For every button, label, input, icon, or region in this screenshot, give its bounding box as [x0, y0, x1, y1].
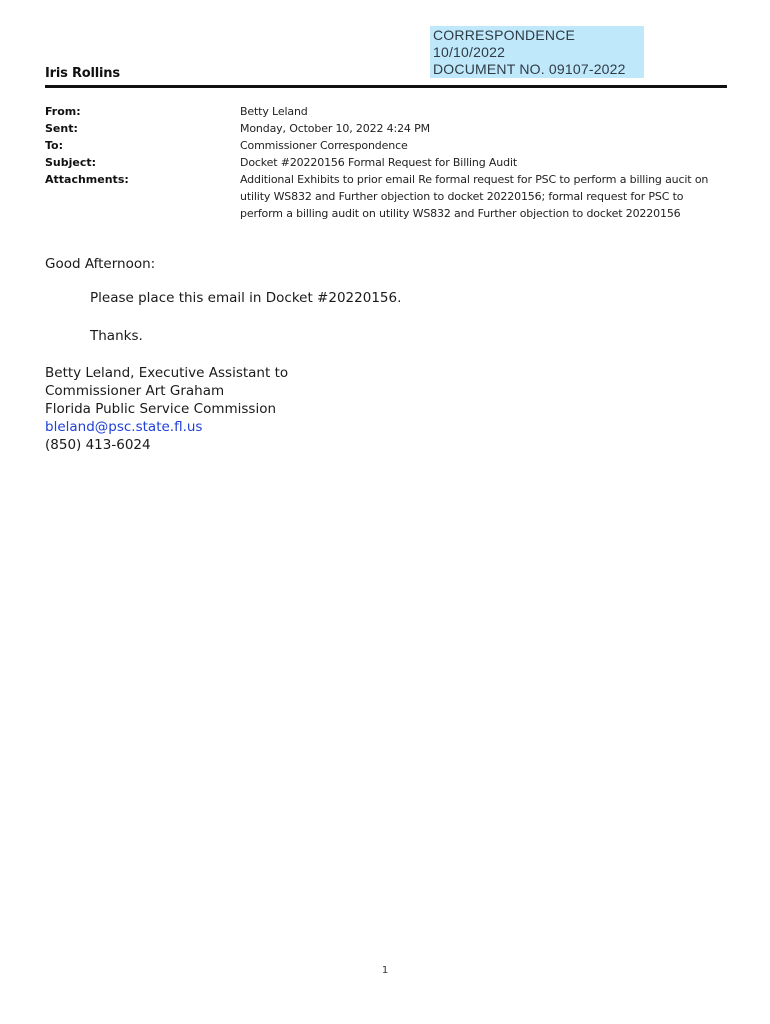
- stamp-document-number: DOCUMENT NO. 09107-2022: [433, 61, 626, 77]
- subject-value: Docket #20220156 Formal Request for Billing Audit: [240, 156, 518, 169]
- signature-commissioner: Commissioner Art Graham: [45, 383, 225, 399]
- signature-organization: Florida Public Service Commission: [45, 401, 277, 417]
- sent-value: Monday, October 10, 2022 4:24 PM: [240, 122, 430, 135]
- attachments-label: Attachments:: [45, 173, 129, 186]
- attachments-value: Additional Exhibits to prior email Re formal request for PSC to perform a billing aucit on utility WS832 and Further objection to docket 20220156; formal request for PSC to perform a billing audit on utility WS832 and Further objection to docket 20220156: [240, 173, 709, 220]
- from-value: Betty Leland: [240, 105, 308, 118]
- email-header: [45, 103, 725, 222]
- greeting: Good Afternoon:: [45, 256, 156, 272]
- from-row: [45, 103, 725, 120]
- attachments-row: [45, 171, 725, 222]
- to-row: [45, 137, 725, 154]
- sent-label: Sent:: [45, 122, 78, 135]
- signature-name-title: Betty Leland, Executive Assistant to: [45, 365, 289, 381]
- subject-label: Subject:: [45, 156, 97, 169]
- body-message: Please place this email in Docket #20220156.: [90, 290, 402, 306]
- body-thanks: Thanks.: [90, 328, 143, 344]
- header-divider: [45, 85, 727, 88]
- from-label: From:: [45, 105, 81, 118]
- stamp-title: CORRESPONDENCE: [433, 27, 576, 43]
- subject-row: [45, 154, 725, 171]
- to-label: To:: [45, 139, 63, 152]
- to-value: Commissioner Correspondence: [240, 139, 408, 152]
- signature-phone: (850) 413-6024: [45, 437, 151, 453]
- signature-email-link[interactable]: bleland@psc.state.fl.us: [45, 419, 203, 435]
- stamp-date: 10/10/2022: [433, 44, 506, 60]
- correspondence-stamp: [430, 26, 644, 78]
- page-number: 1: [381, 965, 389, 976]
- signature-block: [45, 364, 288, 454]
- mailbox-owner-name: Iris Rollins: [45, 66, 120, 81]
- sent-row: [45, 120, 725, 137]
